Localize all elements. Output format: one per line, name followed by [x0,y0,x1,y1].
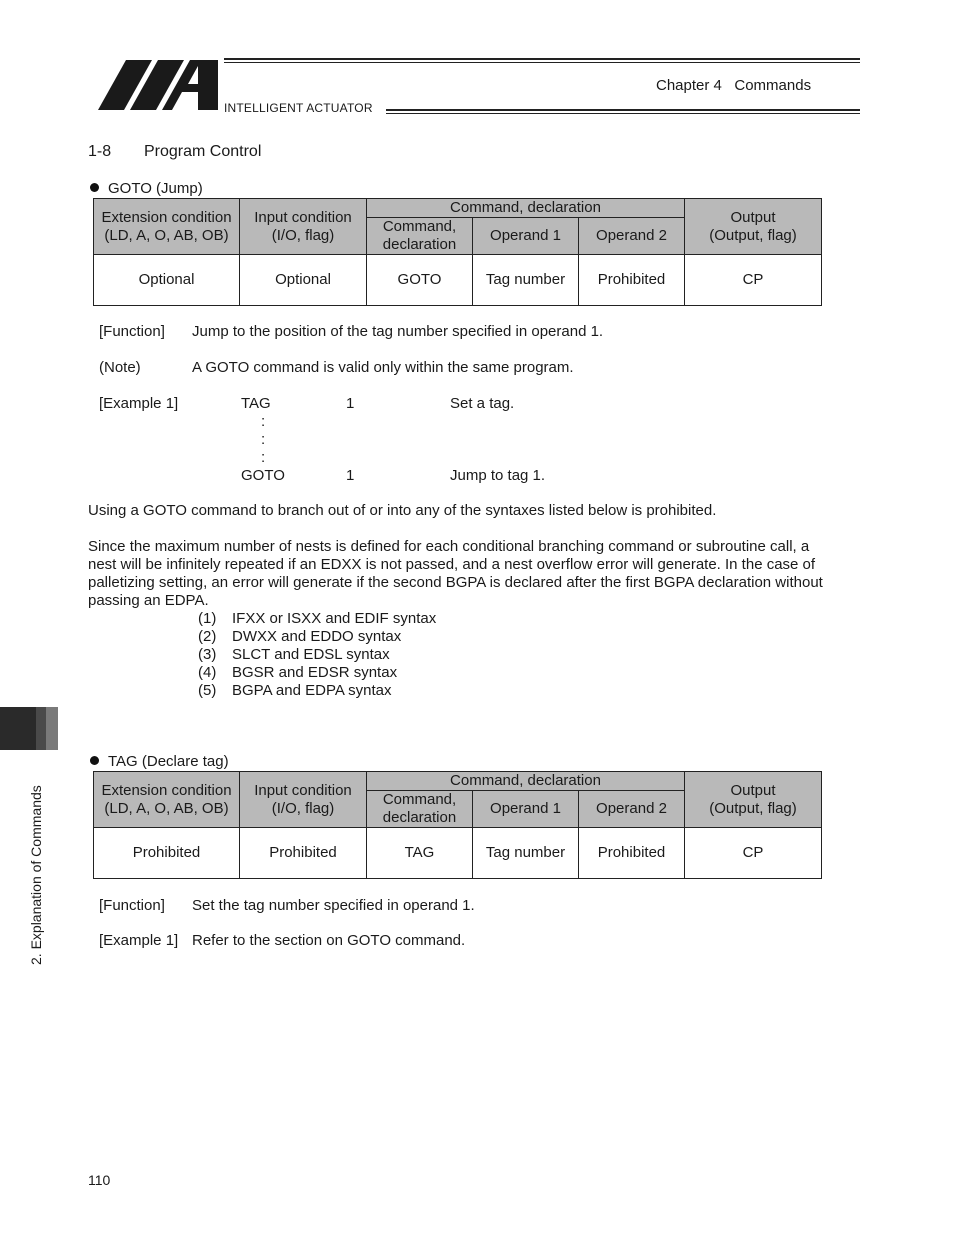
header-operand-2: Operand 2 [579,791,685,828]
tag-command-table [93,771,822,879]
cell-extension: Optional [94,255,240,306]
tag-bullet [90,753,229,770]
header-rule [386,109,860,111]
bullet-icon [90,183,99,192]
function-text: Jump to the position of the tag number specified in operand 1. [192,323,604,340]
chapter-tab [46,707,58,750]
header-operand-1: Operand 1 [473,218,579,255]
header-operand-2: Operand 2 [579,218,685,255]
cell-operand-2: Prohibited [579,828,685,879]
chapter-tab [36,707,46,750]
cell-input: Prohibited [240,828,367,879]
sidebar-label: 2. Explanation of Commands [28,785,44,965]
brand-text: INTELLIGENT ACTUATOR [224,101,373,115]
header-command-group: Command, declaration [367,772,685,791]
header-rule [224,58,860,60]
header-operand-1: Operand 1 [473,791,579,828]
cell-extension: Prohibited [94,828,240,879]
header-input-condition: Input condition (I/O, flag) [240,199,367,255]
function-text: Set the tag number specified in operand 1. [192,897,475,914]
bullet-text: TAG (Declare tag) [108,753,229,770]
example-label: [Example 1] [99,395,179,412]
list-item: (4) BGSR and EDSR syntax [198,664,398,681]
note-text: A GOTO command is valid only within the same program. [192,359,574,376]
list-item: (5) BGPA and EDPA syntax [198,682,392,699]
cell-operand-1: Tag number [473,255,579,306]
cell-input: Optional [240,255,367,306]
header-input-condition: Input condition (I/O, flag) [240,772,367,828]
paragraph: Since the maximum number of nests is defined for each conditional branching command or subroutine call, a nest will be infinitely repeated if an EDXX is not passed, and a nest overflow error will generate. In the case of palletizing setting, an error will generate if the second BGPA is declared after the first BGPA declaration without passing an EDPA. [88,538,823,609]
example-text: Refer to the section on GOTO command. [192,932,466,949]
chapter-tab [0,707,36,750]
function-label: [Function] [99,323,165,340]
header-command-group: Command, declaration [367,199,685,218]
prohibited-syntax-list [198,610,436,700]
cell-output: CP [685,828,822,879]
example-label: [Example 1] [99,932,179,949]
cell-output: CP [685,255,822,306]
chapter-title: Chapter 4 Commands [656,77,812,94]
note-label: (Note) [99,359,141,376]
section-title: Program Control [144,143,262,160]
page-number: 110 [88,1172,111,1188]
list-item: (2) DWXX and EDDO syntax [198,628,402,645]
cell-operand-1: Tag number [473,828,579,879]
list-item: (1) IFXX or ISXX and EDIF syntax [198,610,437,627]
header-output: Output (Output, flag) [685,772,822,828]
list-item: (3) SLCT and EDSL syntax [198,646,390,663]
bullet-icon [90,756,99,765]
header-extension-condition: Extension condition (LD, A, O, AB, OB) [94,772,240,828]
header-extension-condition: Extension condition (LD, A, O, AB, OB) [94,199,240,255]
header-rule [386,113,860,114]
section-heading [88,143,261,161]
iai-logo [96,58,220,112]
section-number: 1-8 [88,143,112,160]
cell-command: GOTO [367,255,473,306]
header-rule [224,62,860,63]
bullet-text: GOTO (Jump) [108,180,203,197]
goto-command-table [93,198,822,306]
paragraph: Using a GOTO command to branch out of or into any of the syntaxes listed below is prohibited. [88,502,717,519]
function-label: [Function] [99,897,165,914]
goto-bullet [90,180,203,197]
cell-command: TAG [367,828,473,879]
header-command: Command, declaration [367,791,473,828]
header-output: Output (Output, flag) [685,199,822,255]
cell-operand-2: Prohibited [579,255,685,306]
header-command: Command, declaration [367,218,473,255]
